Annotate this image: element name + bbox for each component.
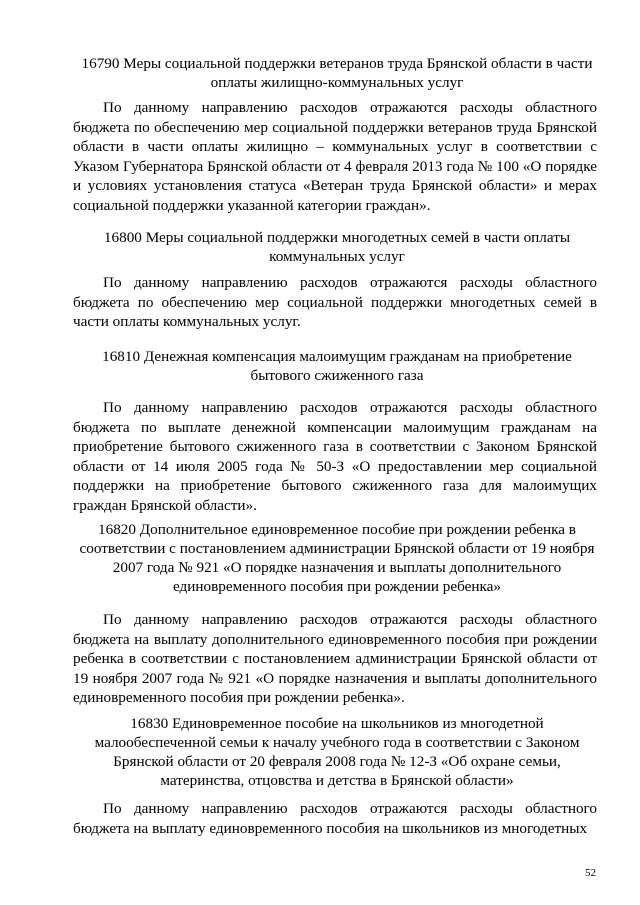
section-paragraph-16790: По данному направлению расходов отражаются расходы областного бюджета по обеспечению мер социальной поддержки ветеранов труда Брянской области в части оплаты жилищно – коммунальных услуг в соответствии с Указом Губернатора Брянской области от 4 февраля 2013 года № 100 «О порядке и условиях установления статуса «Ветеран труда Брянской области» и мерах социальной поддержки указанной категории граждан». — [73, 99, 597, 214]
section-heading-16830: 16830 Единовременное пособие на школьников из многодетной малообеспеченной семьи к началу учебного года в соответствии с Законом Брянской области от 20 февраля 2008 года № 12-З «Об охране семьи, материнства, отцовства и детства в Брянской области» — [94, 715, 580, 789]
section-paragraph-16810: По данному направлению расходов отражаются расходы областного бюджета по выплате денежной компенсации малоимущим гражданам на приобретение бытового сжиженного газа в соответствии с Законом Брянской области от 14 июля 2005 года № 50-З «О предоставлении мер социальной поддержки на приобретение бытового сжиженного газа для малоимущих граждан Брянской области». — [73, 399, 597, 514]
section-heading-16800: 16800 Меры социальной поддержки многодетных семей в части оплаты коммунальных услуг — [103, 229, 571, 265]
section-paragraph-16820: По данному направлению расходов отражаются расходы областного бюджета на выплату дополнительного единовременного пособия при рождении ребенка в соответствии с постановлением администрации Брянской области от 19 ноября 2007 года № 921 «О порядке назначения и выплаты дополнительного единовременного пособия при рождении ребенка». — [73, 611, 597, 707]
page-number: 52 — [585, 867, 596, 879]
section-heading-16790: 16790 Меры социальной поддержки ветеранов труда Брянской области в части оплаты жилищно-коммунальных услуг — [81, 55, 593, 91]
section-paragraph-16800: По данному направлению расходов отражаются расходы областного бюджета по обеспечению мер социальной поддержки многодетных семей в части оплаты коммунальных услуг. — [73, 274, 597, 331]
section-heading-16820: 16820 Дополнительное единовременное пособие при рождении ребенка в соответствии с постановлением администрации Брянской области от 19 ноября 2007 года № 921 «О порядке назначения и выплаты дополнительного единовременного пособия при рождении ребенка» — [79, 521, 595, 595]
section-paragraph-16830: По данному направлению расходов отражаются расходы областного бюджета на выплату единовременного пособия на школьников из многодетных — [73, 800, 597, 837]
section-heading-16810: 16810 Денежная компенсация малоимущим гражданам на приобретение бытового сжиженного газа — [102, 348, 572, 384]
